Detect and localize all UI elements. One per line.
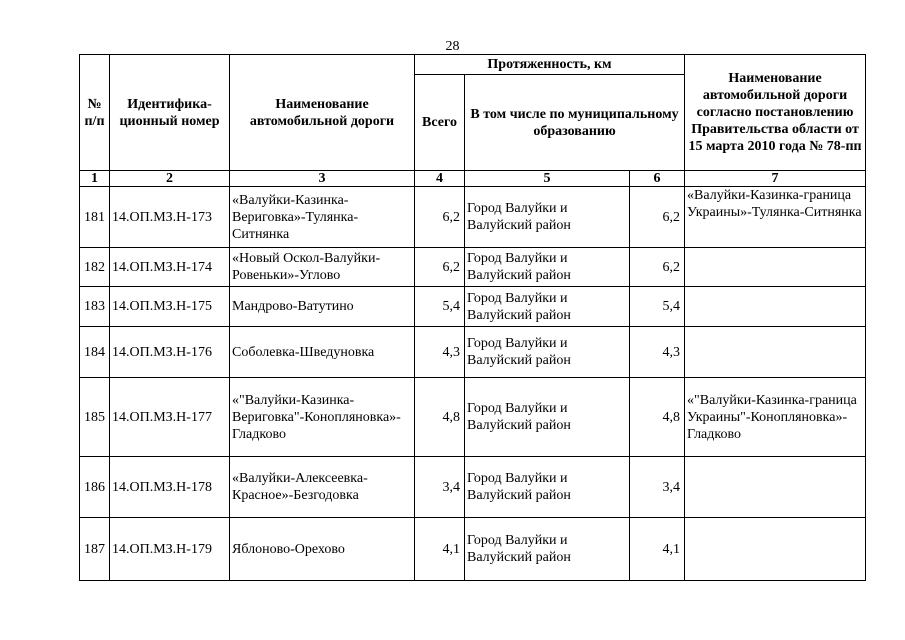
table-row bbox=[80, 287, 866, 327]
roads-table bbox=[79, 54, 866, 581]
table-row bbox=[80, 248, 866, 287]
column-number: 5 bbox=[465, 171, 630, 187]
column-number: 1 bbox=[80, 171, 110, 187]
row-number: 183 bbox=[80, 287, 110, 327]
resolution-name bbox=[685, 327, 866, 378]
municipal-length: 6,2 bbox=[630, 248, 685, 287]
row-number: 185 bbox=[80, 378, 110, 457]
table-row bbox=[80, 378, 866, 457]
table-row bbox=[80, 457, 866, 518]
municipality: Город Валуйки и Валуйский район bbox=[465, 518, 630, 581]
page-number: 28 bbox=[445, 39, 460, 54]
road-id: 14.ОП.МЗ.Н-175 bbox=[110, 287, 230, 327]
table-row bbox=[80, 187, 866, 248]
municipal-length: 3,4 bbox=[630, 457, 685, 518]
road-name: «Валуйки-Алексеевка-Красное»-Безгодовка bbox=[230, 457, 415, 518]
municipality: Город Валуйки и Валуйский район bbox=[465, 187, 630, 248]
municipal-length: 5,4 bbox=[630, 287, 685, 327]
column-number: 7 bbox=[685, 171, 866, 187]
header-length-group: Протяженность, км bbox=[415, 55, 685, 75]
resolution-name bbox=[685, 287, 866, 327]
total-length: 6,2 bbox=[415, 248, 465, 287]
row-number: 184 bbox=[80, 327, 110, 378]
header-including: В том числе по муниципальному образованию bbox=[465, 75, 685, 171]
header-name-by-resolution: Наименование автомобильной дороги согласно постановлению Правительства области от 15 марта 2010 года № 78-пп bbox=[685, 55, 866, 171]
total-length: 5,4 bbox=[415, 287, 465, 327]
road-id: 14.ОП.МЗ.Н-174 bbox=[110, 248, 230, 287]
road-id: 14.ОП.МЗ.Н-177 bbox=[110, 378, 230, 457]
column-number-row bbox=[80, 171, 866, 187]
municipal-length: 4,1 bbox=[630, 518, 685, 581]
road-name: Соболевка-Шведуновка bbox=[230, 327, 415, 378]
row-number: 182 bbox=[80, 248, 110, 287]
resolution-name bbox=[685, 518, 866, 581]
table-row bbox=[80, 327, 866, 378]
total-length: 6,2 bbox=[415, 187, 465, 248]
total-length: 4,3 bbox=[415, 327, 465, 378]
row-number: 186 bbox=[80, 457, 110, 518]
header-name: Наименование автомобильной дороги bbox=[230, 55, 415, 171]
row-number: 187 bbox=[80, 518, 110, 581]
road-name: «Валуйки-Казинка-Вериговка»-Тулянка-Ситнянка bbox=[230, 187, 415, 248]
road-id: 14.ОП.МЗ.Н-173 bbox=[110, 187, 230, 248]
row-number: 181 bbox=[80, 187, 110, 248]
total-length: 4,8 bbox=[415, 378, 465, 457]
table-row bbox=[80, 518, 866, 581]
column-number: 3 bbox=[230, 171, 415, 187]
resolution-name bbox=[685, 457, 866, 518]
total-length: 3,4 bbox=[415, 457, 465, 518]
resolution-name: «Валуйки-Казинка-граница Украины»-Тулянка-Ситнянка bbox=[685, 187, 866, 248]
header-id: Идентифика-ционный номер bbox=[110, 55, 230, 171]
municipal-length: 6,2 bbox=[630, 187, 685, 248]
column-number: 6 bbox=[630, 171, 685, 187]
road-id: 14.ОП.МЗ.Н-176 bbox=[110, 327, 230, 378]
road-id: 14.ОП.МЗ.Н-179 bbox=[110, 518, 230, 581]
road-name: Яблоново-Орехово bbox=[230, 518, 415, 581]
header-num: № п/п bbox=[80, 55, 110, 171]
resolution-name bbox=[685, 248, 866, 287]
road-name: «"Валуйки-Казинка-Вериговка"-Конопляновка»-Гладково bbox=[230, 378, 415, 457]
municipal-length: 4,8 bbox=[630, 378, 685, 457]
header-total: Всего bbox=[415, 75, 465, 171]
municipality: Город Валуйки и Валуйский район bbox=[465, 327, 630, 378]
municipal-length: 4,3 bbox=[630, 327, 685, 378]
column-number: 2 bbox=[110, 171, 230, 187]
municipality: Город Валуйки и Валуйский район bbox=[465, 248, 630, 287]
municipality: Город Валуйки и Валуйский район bbox=[465, 378, 630, 457]
road-id: 14.ОП.МЗ.Н-178 bbox=[110, 457, 230, 518]
road-name: «Новый Оскол-Валуйки-Ровеньки»-Углово bbox=[230, 248, 415, 287]
municipality: Город Валуйки и Валуйский район bbox=[465, 287, 630, 327]
total-length: 4,1 bbox=[415, 518, 465, 581]
municipality: Город Валуйки и Валуйский район bbox=[465, 457, 630, 518]
road-name: Мандрово-Ватутино bbox=[230, 287, 415, 327]
column-number: 4 bbox=[415, 171, 465, 187]
resolution-name: «"Валуйки-Казинка-граница Украины"-Конопляновка»-Гладково bbox=[685, 378, 866, 457]
